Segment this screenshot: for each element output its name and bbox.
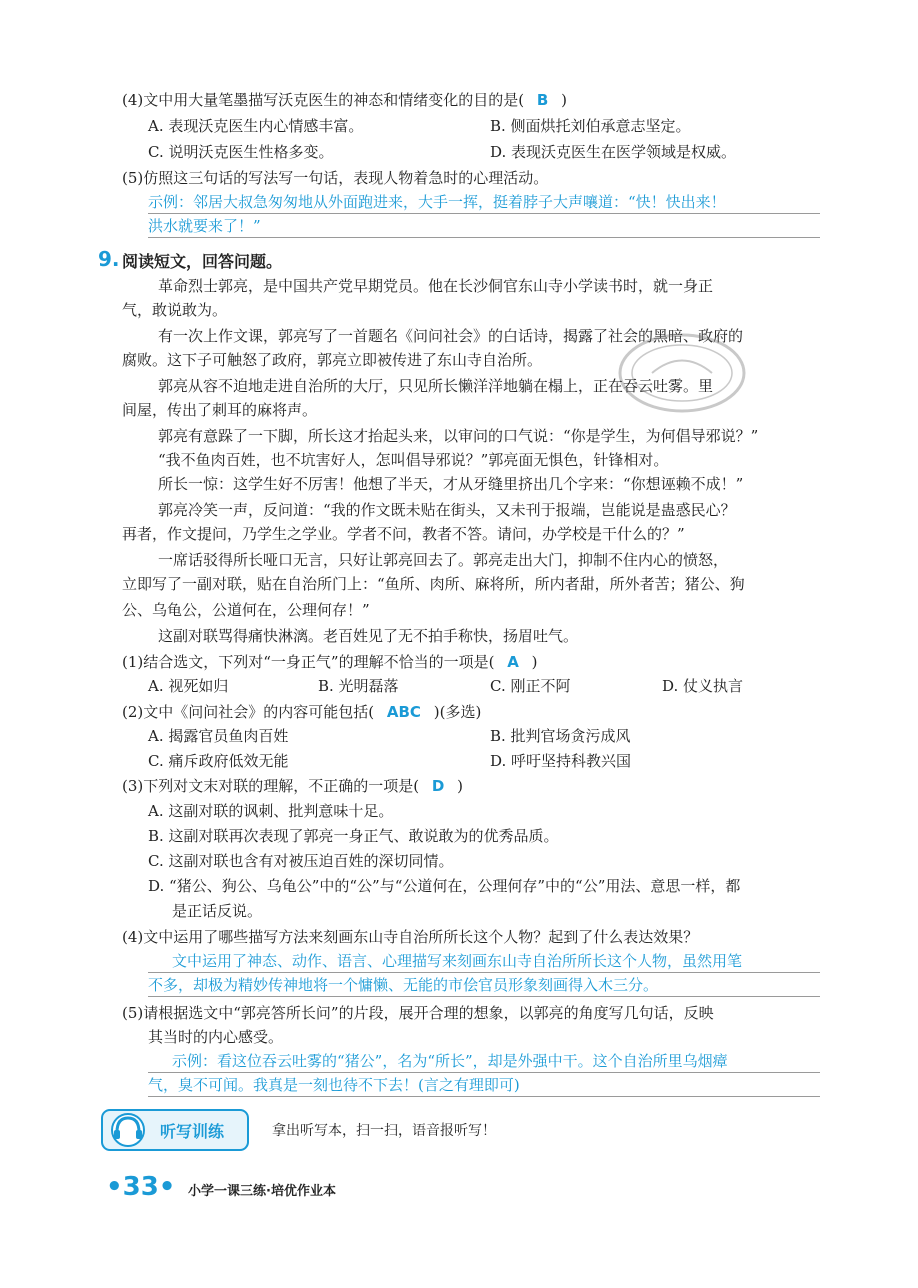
q8-4-opt-b: B. 侧面烘托刘伯承意志坚定。 — [490, 117, 691, 135]
q9-3-answer: D — [431, 777, 445, 795]
q9-3-opt-b: B. 这副对联再次表现了郭亮一身正气、敢说敢为的优秀品质。 — [148, 827, 559, 845]
q9-3-stem-post: ) — [457, 777, 463, 795]
q9-3-opt-a: A. 这副对联的讽刺、批判意味十足。 — [148, 802, 394, 820]
q9-1-opt-d: D. 仗义执言 — [662, 677, 744, 695]
passage-line: 气，敢说敢为。 — [122, 301, 228, 319]
passage-line: 公、乌龟公，公道何在，公理何存！” — [122, 601, 370, 619]
q9-title: 阅读短文，回答问题。 — [122, 252, 283, 271]
q8-4-stem-pre: (4)文中用大量笔墨描写沃克医生的神态和情绪变化的目的是( — [122, 91, 525, 109]
q9-2-opt-d: D. 呼吁坚持科教兴国 — [490, 752, 632, 770]
q9-2-answer: ABC — [386, 703, 421, 721]
seal-stamp-icon — [612, 328, 752, 418]
q9-2-stem — [122, 701, 481, 723]
q9-4-stem: (4)文中运用了哪些描写方法来刻画东山寺自治所所长这个人物？起到了什么表达效果？ — [122, 928, 699, 946]
q9-3-stem-pre: (3)下列对文末对联的理解，不正确的一项是( — [122, 777, 420, 795]
passage-line: 一席话驳得所长哑口无言，只好让郭亮回去了。郭亮走出大门，抑制不住内心的愤怒， — [158, 551, 729, 569]
passage-line: “我不鱼肉百姓，也不坑害好人，怎叫倡导邪说？”郭亮面无惧色，针锋相对。 — [158, 451, 669, 469]
q9-1-stem-pre: (1)结合选文，下列对“一身正气”的理解不恰当的一项是( — [122, 653, 495, 671]
passage-line: 腐败。这下子可触怒了政府，郭亮立即被传进了东山寺自治所。 — [122, 351, 543, 369]
q8-5-stem: (5)仿照这三句话的写法写一句话，表现人物着急时的心理活动。 — [122, 169, 549, 187]
q9-1-stem — [122, 651, 537, 673]
passage-line: 郭亮从容不迫地走进自治所的大厅，只见所长懒洋洋地躺在榻上，正在吞云吐雾。里 — [158, 377, 714, 395]
q9-4-answer-line-2: 不多，却极为精妙传神地将一个慵懒、无能的市侩官员形象刻画得入木三分。 — [148, 974, 820, 997]
q9-4-answer-line-1: 文中运用了神态、动作、语言、心理描写来刻画东山寺自治所所长这个人物，虽然用笔 — [148, 950, 820, 973]
q9-2-opt-b: B. 批判官场贪污成风 — [490, 727, 631, 745]
q9-2-stem-post: )(多选) — [433, 703, 482, 721]
passage-line: 再者，作文提问，乃学生之学业。学者不问，教者不答。请问，办学校是干什么的？” — [122, 525, 685, 543]
q8-5-answer-line-1: 示例：邻居大叔急匆匆地从外面跑进来，大手一挥，挺着脖子大声嚷道：“快！快出来！ — [148, 191, 820, 214]
q9-3-opt-c: C. 这副对联也含有对被压迫百姓的深切同情。 — [148, 852, 454, 870]
q9-3-opt-d: D. “猪公、狗公、乌龟公”中的“公”与“公道何在，公理何存”中的“公”用法、意思一样，都 — [148, 877, 741, 895]
q9-1-stem-post: ) — [531, 653, 538, 671]
q9-2-stem-pre: (2)文中《问问社会》的内容可能包括( — [122, 703, 375, 721]
q8-5-answer-line-2: 洪水就要来了！” — [148, 215, 820, 238]
listen-training-label: 听写训练 — [160, 1122, 225, 1141]
q8-4-opt-c: C. 说明沃克医生性格多变。 — [148, 143, 334, 161]
q8-4-answer: B — [536, 91, 549, 109]
q9-5-stem-line-2: 其当时的内心感受。 — [148, 1028, 284, 1046]
q9-5-answer-line-2: 气，臭不可闻。我真是一刻也待不下去！(言之有理即可) — [148, 1074, 820, 1097]
page-number: •33• — [106, 1172, 176, 1202]
listen-training-desc: 拿出听写本，扫一扫，语音报听写！ — [272, 1123, 496, 1139]
q9-3-opt-d-cont: 是正话反说。 — [172, 902, 263, 920]
passage-line: 革命烈士郭亮，是中国共产党早期党员。他在长沙侗官东山寺小学读书时，就一身正 — [158, 277, 714, 295]
passage-line: 立即写了一副对联，贴在自治所门上：“鱼所、肉所、麻将所，所内者甜，所外者苦；猪公、狗 — [122, 575, 745, 593]
q9-5-answer-line-1: 示例：看这位吞云吐雾的“猪公”，名为“所长”，却是外强中干。这个自治所里乌烟瘴 — [148, 1050, 820, 1073]
q9-1-answer: A — [507, 653, 519, 671]
q9-2-opt-a: A. 揭露官员鱼肉百姓 — [148, 727, 289, 745]
passage-line: 间屋，传出了刺耳的麻将声。 — [122, 401, 318, 419]
passage-line: 郭亮冷笑一声，反问道：“我的作文既未贴在街头，又未刊于报端，岂能说是蛊惑民心？ — [158, 501, 736, 519]
q8-4-opt-d: D. 表现沃克医生在医学领域是权威。 — [490, 143, 737, 161]
q8-4-opt-a: A. 表现沃克医生内心情感丰富。 — [148, 117, 364, 135]
q8-4-stem — [122, 89, 567, 111]
q9-1-opt-c: C. 刚正不阿 — [490, 677, 571, 695]
q9-1-opt-b: B. 光明磊落 — [318, 677, 399, 695]
passage-line: 这副对联骂得痛快淋漓。老百姓见了无不拍手称快，扬眉吐气。 — [158, 627, 579, 645]
passage-line: 有一次上作文课，郭亮写了一首题名《问问社会》的白话诗，揭露了社会的黑暗、政府的 — [158, 327, 744, 345]
passage-line: 所长一惊：这学生好不厉害！他想了半天，才从牙缝里挤出几个字来：“你想诬赖不成！” — [158, 475, 744, 493]
q8-4-stem-post: ) — [561, 91, 567, 109]
q9-5-stem-line-1: (5)请根据选文中“郭亮答所长问”的片段，展开合理的想象，以郭亮的角度写几句话，反映 — [122, 1004, 714, 1022]
q9-2-opt-c: C. 痛斥政府低效无能 — [148, 752, 289, 770]
q9-number: 9. — [98, 247, 120, 271]
q9-3-stem — [122, 775, 463, 797]
book-title: 小学一课三练·培优作业本 — [188, 1184, 336, 1199]
passage-line: 郭亮有意跺了一下脚，所长这才抬起头来，以审问的口气说：“你是学生，为何倡导邪说？” — [158, 427, 759, 445]
q9-1-opt-a: A. 视死如归 — [148, 677, 229, 695]
